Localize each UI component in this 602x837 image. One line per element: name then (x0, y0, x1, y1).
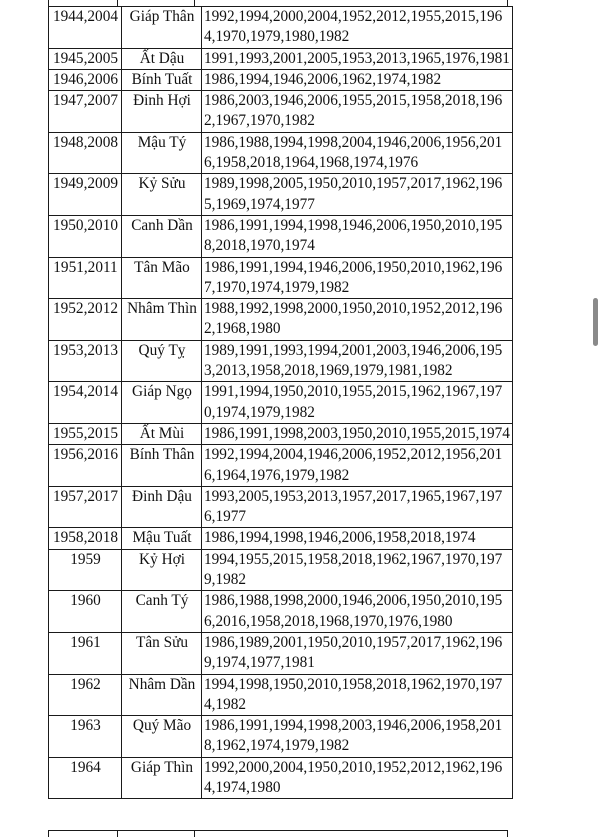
birth-years-cell: 1959 (49, 549, 122, 591)
vertical-scrollbar[interactable] (593, 298, 598, 346)
compatible-years-cell: 1989,1991,1993,1994,2001,2003,1946,2006,1953,2013,1958,2018,1969,1979,1981,1982 (202, 340, 513, 382)
table-row (49, 757, 513, 799)
can-chi-name-cell: Mậu Tý (122, 132, 202, 174)
compatible-years-cell: 1992,1994,2000,2004,1952,2012,1955,2015,1964,1970,1979,1980,1982 (202, 7, 513, 49)
compatible-years-cell: 1994,1998,1950,2010,1958,2018,1962,1970,1974,1982 (202, 674, 513, 716)
can-chi-name-cell: Tân Sửu (122, 632, 202, 674)
compatible-years-cell: 1986,1991,1994,1998,2003,1946,2006,1958,2018,1962,1974,1979,1982 (202, 716, 513, 758)
can-chi-name-cell: Ất Dậu (122, 48, 202, 69)
table-row (49, 174, 513, 216)
table-row (49, 486, 513, 528)
table-row (49, 445, 513, 487)
can-chi-name-cell: Kỷ Sửu (122, 174, 202, 216)
compatible-years-cell: 1991,1994,1950,2010,1955,2015,1962,1967,1970,1974,1979,1982 (202, 382, 513, 424)
birth-years-cell: 1955,2015 (49, 423, 122, 444)
birth-years-cell: 1957,2017 (49, 486, 122, 528)
compatible-years-cell: 1989,1998,2005,1950,2010,1957,2017,1962,1965,1969,1974,1977 (202, 174, 513, 216)
table-row (49, 674, 513, 716)
table-row (49, 215, 513, 257)
birth-years-cell: 1958,2018 (49, 528, 122, 549)
table-row (49, 48, 513, 69)
can-chi-name-cell: Giáp Thân (122, 7, 202, 49)
next-row-tick (117, 830, 118, 837)
birth-years-cell: 1962 (49, 674, 122, 716)
next-row-tick (194, 830, 195, 837)
compatible-years-cell: 1986,1988,1998,2000,1946,2006,1950,2010,1956,2016,1958,2018,1968,1970,1976,1980 (202, 591, 513, 633)
can-chi-name-cell: Kỷ Hợi (122, 549, 202, 591)
table-row (49, 528, 513, 549)
compatible-years-cell: 1991,1993,2001,2005,1953,2013,1965,1976,1981 (202, 48, 513, 69)
can-chi-name-cell: Đinh Hợi (122, 91, 202, 133)
compatibility-table (48, 6, 513, 799)
table-row (49, 69, 513, 90)
compatible-years-cell: 1993,2005,1953,2013,1957,2017,1965,1967,1976,1977 (202, 486, 513, 528)
can-chi-name-cell: Canh Dần (122, 215, 202, 257)
birth-years-cell: 1953,2013 (49, 340, 122, 382)
birth-years-cell: 1956,2016 (49, 445, 122, 487)
can-chi-name-cell: Bính Thân (122, 445, 202, 487)
table-row (49, 549, 513, 591)
birth-years-cell: 1947,2007 (49, 91, 122, 133)
can-chi-name-cell: Quý Tỵ (122, 340, 202, 382)
can-chi-name-cell: Nhâm Dần (122, 674, 202, 716)
compatible-years-cell: 1988,1992,1998,2000,1950,2010,1952,2012,1962,1968,1980 (202, 299, 513, 341)
can-chi-name-cell: Nhâm Thìn (122, 299, 202, 341)
birth-years-cell: 1963 (49, 716, 122, 758)
birth-years-cell: 1960 (49, 591, 122, 633)
compatible-years-cell: 1992,2000,2004,1950,2010,1952,2012,1962,1964,1974,1980 (202, 757, 513, 799)
birth-years-cell: 1945,2005 (49, 48, 122, 69)
table-row (49, 340, 513, 382)
can-chi-name-cell: Quý Mão (122, 716, 202, 758)
birth-years-cell: 1946,2006 (49, 69, 122, 90)
next-row-tick (507, 830, 508, 837)
table-row (49, 257, 513, 299)
birth-years-cell: 1951,2011 (49, 257, 122, 299)
table-row (49, 7, 513, 49)
can-chi-name-cell: Canh Tý (122, 591, 202, 633)
table-row (49, 382, 513, 424)
table-row (49, 591, 513, 633)
compatible-years-cell: 1986,1994,1998,1946,2006,1958,2018,1974 (202, 528, 513, 549)
compatible-years-cell: 1992,1994,2004,1946,2006,1952,2012,1956,2016,1964,1976,1979,1982 (202, 445, 513, 487)
table-row (49, 423, 513, 444)
can-chi-name-cell: Giáp Thìn (122, 757, 202, 799)
can-chi-name-cell: Bính Tuất (122, 69, 202, 90)
compatible-years-cell: 1986,1991,1994,1998,1946,2006,1950,2010,1958,2018,1970,1974 (202, 215, 513, 257)
can-chi-name-cell: Tân Mão (122, 257, 202, 299)
can-chi-name-cell: Mậu Tuất (122, 528, 202, 549)
birth-years-cell: 1944,2004 (49, 7, 122, 49)
next-row-tick (48, 830, 49, 837)
compatible-years-cell: 1986,1989,2001,1950,2010,1957,2017,1962,1969,1974,1977,1981 (202, 632, 513, 674)
table-body (49, 7, 513, 799)
birth-years-cell: 1954,2014 (49, 382, 122, 424)
compatible-years-cell: 1986,1991,1994,1946,2006,1950,2010,1962,1967,1970,1974,1979,1982 (202, 257, 513, 299)
table-row (49, 632, 513, 674)
can-chi-name-cell: Giáp Ngọ (122, 382, 202, 424)
birth-years-cell: 1961 (49, 632, 122, 674)
birth-years-cell: 1948,2008 (49, 132, 122, 174)
compatible-years-cell: 1986,1988,1994,1998,2004,1946,2006,1956,2016,1958,2018,1964,1968,1974,1976 (202, 132, 513, 174)
birth-years-cell: 1949,2009 (49, 174, 122, 216)
compatible-years-cell: 1994,1955,2015,1958,2018,1962,1967,1970,1979,1982 (202, 549, 513, 591)
compatible-years-cell: 1986,1994,1946,2006,1962,1974,1982 (202, 69, 513, 90)
table-row (49, 91, 513, 133)
can-chi-name-cell: Đinh Dậu (122, 486, 202, 528)
compatible-years-cell: 1986,2003,1946,2006,1955,2015,1958,2018,1962,1967,1970,1982 (202, 91, 513, 133)
can-chi-name-cell: Ất Mùi (122, 423, 202, 444)
table-row (49, 716, 513, 758)
birth-years-cell: 1964 (49, 757, 122, 799)
birth-years-cell: 1950,2010 (49, 215, 122, 257)
table-row (49, 132, 513, 174)
birth-years-cell: 1952,2012 (49, 299, 122, 341)
compatible-years-cell: 1986,1991,1998,2003,1950,2010,1955,2015,1974 (202, 423, 513, 444)
table-row (49, 299, 513, 341)
